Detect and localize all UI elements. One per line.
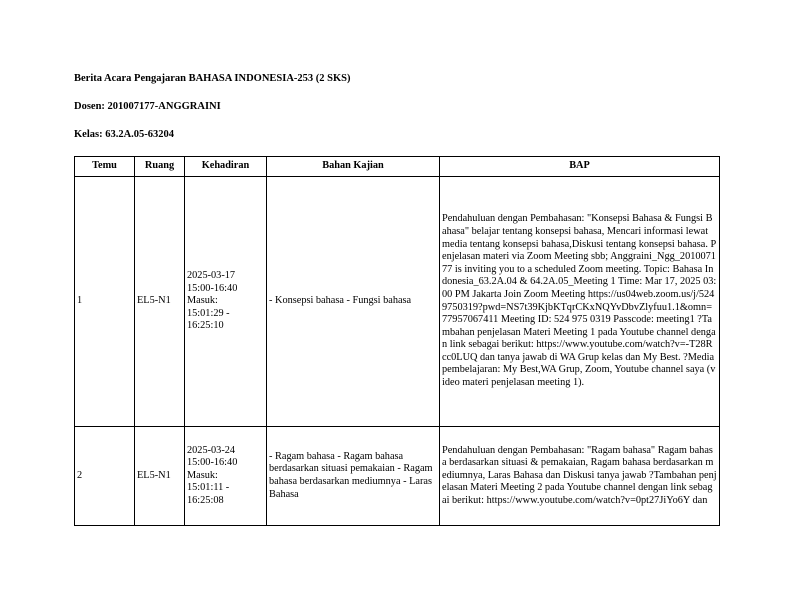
column-header-temu: Temu xyxy=(75,157,135,177)
table-row xyxy=(75,177,720,427)
bap-table xyxy=(74,156,720,526)
lecturer-line: Dosen: 201007177-ANGGRAINI xyxy=(74,101,221,112)
attendance-in: 15:01:11 - xyxy=(187,482,230,494)
bahan-kajian-cell: - Konsepsi bahasa - Fungsi bahasa xyxy=(267,177,440,427)
temu-cell: 1 xyxy=(75,177,135,427)
column-header-ruang: Ruang xyxy=(135,157,185,177)
column-header-bahan-kajian: Bahan Kajian xyxy=(267,157,440,177)
attendance-out: 16:25:08 xyxy=(187,494,224,506)
table-row xyxy=(75,427,720,526)
bap-cell: Pendahuluan dengan Pembahasan: "Konsepsi Bahasa & Fungsi Bahasa" belajar tentang konsepsi bahasa, Mencari informasi lewat media tentang konsepsi bahasa,Diskusi tentang konsepsi bahasa. Penjelasan materi via Zoom Meeting sbb; Anggraini_Ngg_201007177 is inviting you to a scheduled Zoom meeting. Topic: Bahasa Indonesia_63.2A.04 & 64.2A.05_Meeting 1 Time: Mar 17, 2025 03:00 PM Jakarta Join Zoom Meeting https://us04web.zoom.us/j/5249750319?pwd=NS7t39KjbKTqrCKxNQYvDbvZlyfuu1.1&omn=77957067411 Meeting ID: 524 975 0319 Passcode: meeting1 ?Tambahan penjelasan Materi Meeting 1 pada Youtube channel dengan link sebagai berikut: https://www.youtube.com/watch?v=-T28Rcc0LUQ dan tanya jawab di WA Grup kelas dan My Best. ?Media pembelajaran: My Best,WA Grup, Zoom, Youtube channel saya (video materi penjelasan meeting 1). xyxy=(440,177,720,427)
ruang-cell: EL5-N1 xyxy=(135,427,185,526)
bahan-kajian-cell: - Ragam bahasa - Ragam bahasa berdasarkan situasi pemakaian - Ragam bahasa berdasarkan mediumnya - Laras Bahasa xyxy=(267,427,440,526)
bap-cell: Pendahuluan dengan Pembahasan: "Ragam bahasa" Ragam bahasa berdasarkan situasi & pemakaian, Ragam bahasa berdasarkan mediumnya, Laras Bahasa dan Diskusi tanya jawab ?Tambahan penjelasan Materi Meeting 2 pada Youtube channel dengan link sebagai berikut: https://www.youtube.com/watch?v=0pt27JiYo6Y dan xyxy=(442,444,717,506)
kehadiran-cell xyxy=(185,177,267,427)
column-header-bap: BAP xyxy=(440,157,720,177)
document-title: Berita Acara Pengajaran BAHASA INDONESIA-253 (2 SKS) xyxy=(74,73,351,84)
session-time: 15:00-16:40 xyxy=(187,457,238,469)
attendance-label: Masuk: xyxy=(187,469,218,481)
session-date: 2025-03-17 xyxy=(187,270,236,282)
attendance-in: 15:01:29 - xyxy=(187,307,230,319)
kehadiran-cell xyxy=(185,427,267,526)
column-header-kehadiran: Kehadiran xyxy=(185,157,267,177)
class-line: Kelas: 63.2A.05-63204 xyxy=(74,129,175,140)
attendance-out: 16:25:10 xyxy=(187,320,224,332)
table-header-row xyxy=(75,157,720,177)
temu-cell: 2 xyxy=(75,427,135,526)
session-date: 2025-03-24 xyxy=(187,444,236,456)
attendance-label: Masuk: xyxy=(187,295,218,307)
bap-cell-container xyxy=(440,427,720,526)
session-time: 15:00-16:40 xyxy=(187,282,238,294)
ruang-cell: EL5-N1 xyxy=(135,177,185,427)
